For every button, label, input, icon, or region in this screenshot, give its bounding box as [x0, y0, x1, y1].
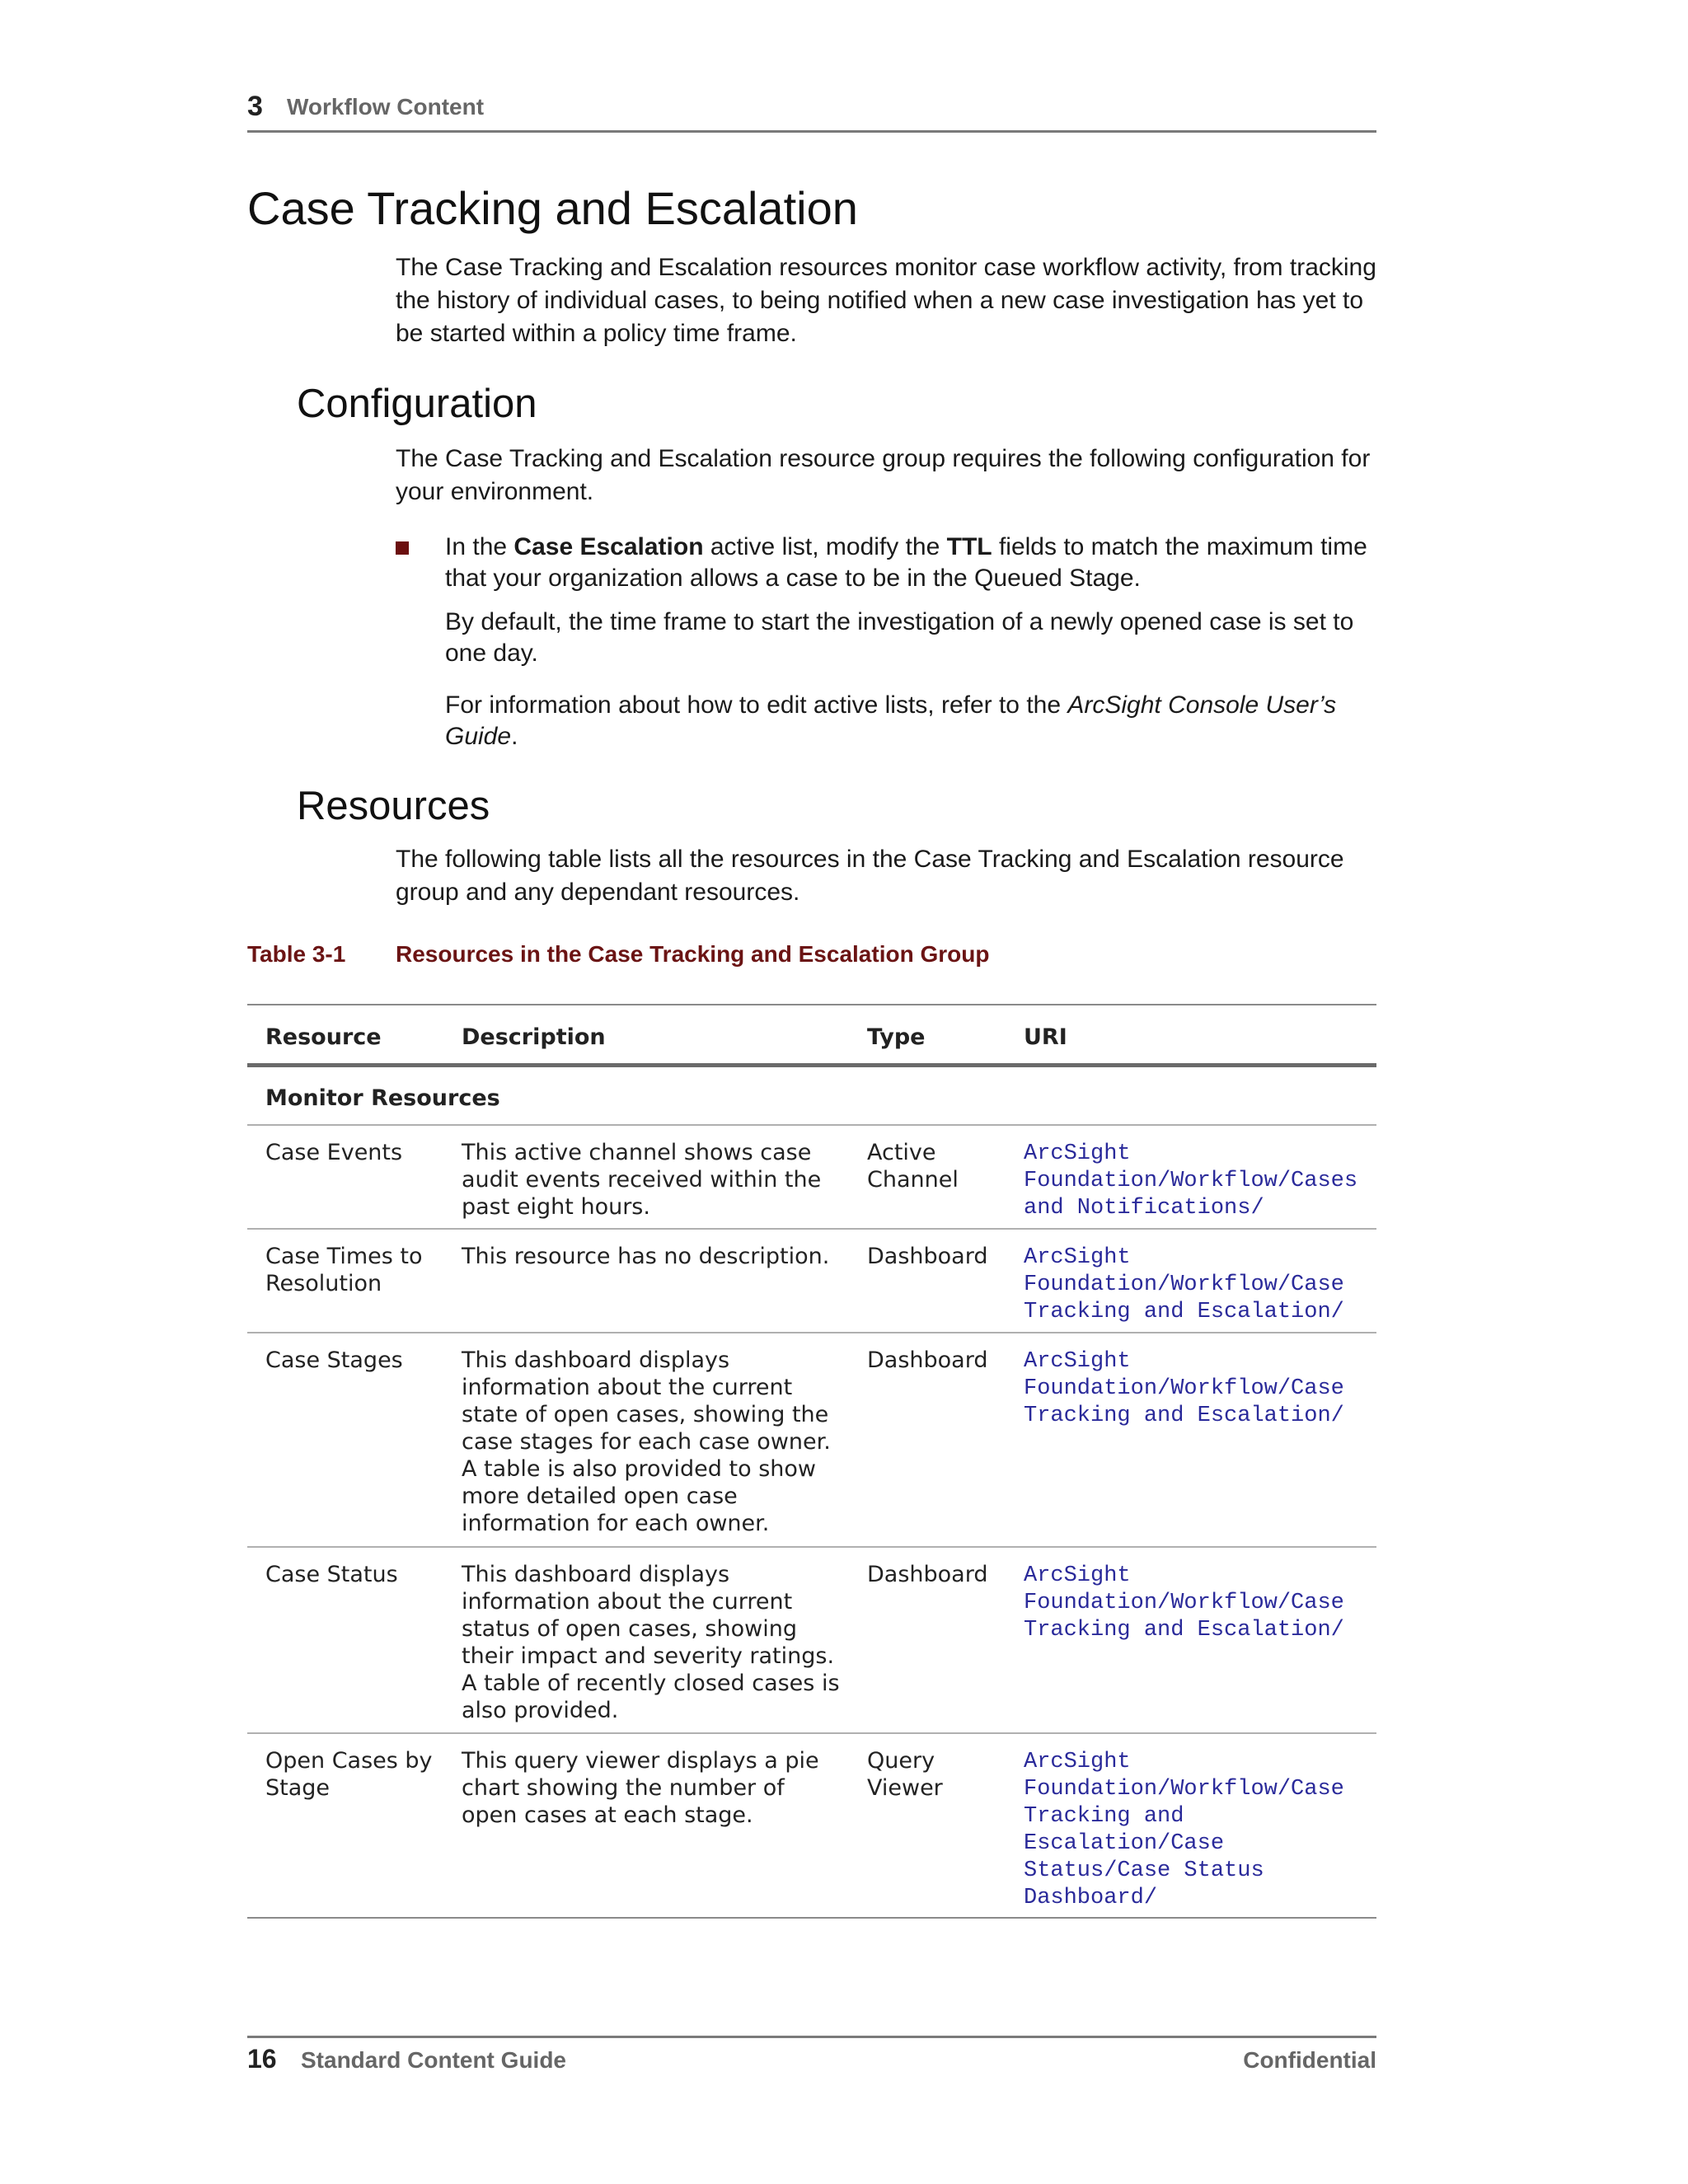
configuration-paragraph: The Case Tracking and Escalation resource group requires the following configuration for your environment. [396, 445, 1371, 505]
column-header-description: Description [462, 1024, 606, 1050]
cell-resource: Case Times to Resolution [265, 1244, 423, 1296]
cell-uri: ArcSight Foundation/Workflow/Cases and Notifications/ [1024, 1141, 1358, 1221]
page-number: 16 [247, 2044, 277, 2074]
cell-resource: Case Status [265, 1562, 398, 1587]
chapter-number: 3 [247, 91, 263, 122]
cell-uri: ArcSight Foundation/Workflow/Case Tracking and Escalation/ [1024, 1245, 1344, 1324]
default-note: By default, the time frame to start the investigation of a newly opened case is set to one day. [445, 608, 1354, 667]
footer-rule [247, 2036, 1376, 2038]
ttl-field-name: TTL [946, 533, 992, 560]
table-caption-number: Table 3-1 [247, 941, 346, 967]
cell-uri: ArcSight Foundation/Workflow/Case Tracking and Escalation/ [1024, 1349, 1344, 1428]
resources-paragraph: The following table lists all the resources in the Case Tracking and Escalation resource group and any dependant resources. [396, 846, 1344, 906]
running-header [247, 91, 1376, 133]
cell-uri: ArcSight Foundation/Workflow/Case Tracking and Escalation/Case Status/Case Status Dashboard/ [1024, 1750, 1344, 1910]
cell-type: Dashboard [867, 1244, 988, 1269]
cell-resource: Case Stages [265, 1347, 403, 1373]
bullet-suffix: fields to match the maximum time that your organization allows a case to be in the Queued Stage. [445, 533, 1367, 592]
guide-reference: ArcSight Console User’s Guide [445, 691, 1337, 750]
column-header-uri: URI [1024, 1024, 1067, 1050]
bullet-text [445, 532, 1376, 594]
bullet-square-icon [396, 541, 409, 555]
group-label: Monitor Resources [265, 1085, 500, 1111]
column-header-resource: Resource [265, 1024, 382, 1050]
cell-type: Dashboard [867, 1347, 988, 1373]
row-divider [247, 1546, 1376, 1548]
bullet-prefix: In the [445, 533, 514, 560]
row-divider [247, 1732, 1376, 1734]
bullet-middle: active list, modify the [703, 533, 947, 560]
column-header-type: Type [867, 1024, 926, 1050]
intro-paragraph: The Case Tracking and Escalation resources monitor case workflow activity, from tracking the history of individual cases, to being notified when a new case investigation has yet to be started within a policy time frame. [396, 254, 1376, 347]
row-divider [247, 1228, 1376, 1230]
cell-uri: ArcSight Foundation/Workflow/Case Tracking and Escalation/ [1024, 1563, 1344, 1643]
active-list-name: Case Escalation [513, 533, 704, 560]
cell-type: Dashboard [867, 1562, 988, 1587]
table-caption-title: Resources in the Case Tracking and Escalation Group [396, 941, 990, 967]
cell-description: This active channel shows case audit events received within the past eight hours. [462, 1140, 822, 1220]
cell-resource: Case Events [265, 1140, 403, 1165]
guide-title: Standard Content Guide [301, 2047, 566, 2073]
resources-heading: Resources [297, 784, 490, 828]
row-divider [247, 1332, 1376, 1333]
cell-type: Active Channel [867, 1140, 959, 1193]
cell-type: Query Viewer [867, 1748, 943, 1801]
cell-description: This query viewer displays a pie chart showing the number of open cases at each stage. [462, 1748, 819, 1828]
row-divider [247, 1124, 1376, 1126]
reference-suffix: . [511, 723, 518, 750]
chapter-title: Workflow Content [287, 94, 485, 120]
table-bottom-rule [247, 1917, 1376, 1919]
table-top-rule [247, 1004, 1376, 1005]
table-header-rule [247, 1063, 1376, 1067]
page-title: Case Tracking and Escalation [247, 182, 858, 234]
cell-resource: Open Cases by Stage [265, 1748, 433, 1801]
classification-label: Confidential [1243, 2047, 1376, 2073]
cell-description: This dashboard displays information about the current status of open cases, showing their impact and severity ratings. A table of recently closed cases is also provided. [462, 1562, 840, 1723]
configuration-heading: Configuration [297, 382, 537, 426]
reference-note [445, 690, 1376, 752]
reference-prefix: For information about how to edit active lists, refer to the [445, 691, 1068, 719]
cell-description: This dashboard displays information about the current state of open cases, showing the case stages for each case owner. A table is also provided to show more detailed open case information for each owner. [462, 1347, 831, 1536]
cell-description: This resource has no description. [462, 1244, 830, 1269]
